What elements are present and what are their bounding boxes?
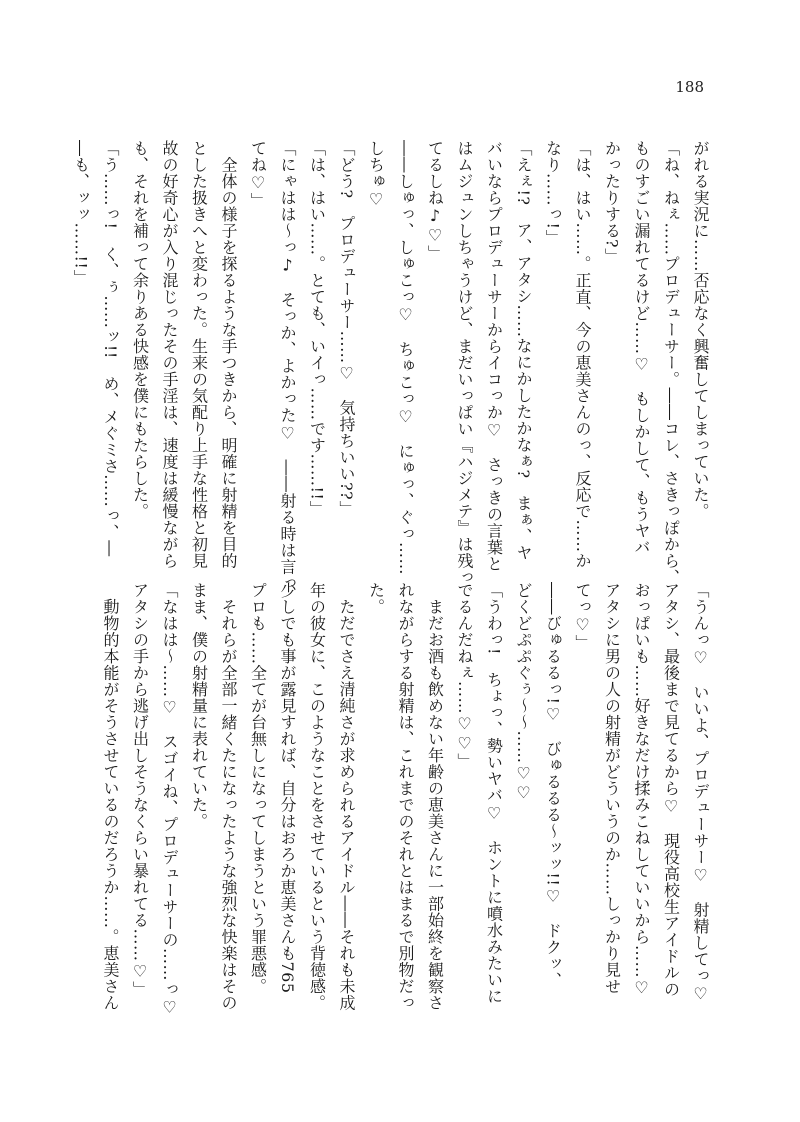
text-line: 「う……っ! く、ぅ……ッ!! め、メぐミさ……っ、― — [101, 140, 120, 557]
upper-text-block — [71, 140, 715, 592]
lower-text-block — [101, 582, 715, 1017]
text-line: ただでさえ清純さが求められるアイドル――それも未成 — [337, 582, 356, 1011]
text-line: も、それを補って余りある快感を僕にもたらした。 — [130, 140, 150, 520]
text-line: 「は、はい……。とても、いイっ……です……!!」 — [307, 140, 327, 517]
text-line: 「は、はい……。正直、今の恵美さんのっ、反応で……か — [573, 140, 592, 569]
text-line: でるんだねぇ……♡♡」 — [455, 582, 474, 770]
text-line: 全体の様子を探るような手つきから、明確に射精を目的 — [219, 140, 238, 569]
text-line: 故の好奇心が入り混じったその手淫は、速度は緩慢ながら — [160, 140, 179, 569]
text-line: アタシに男の人の射精がどういうのか……しっかり見せ — [602, 582, 622, 995]
text-line: 「にゃはは～っ♪ そっか、よかった♡ ――射る時は言っ — [278, 140, 297, 592]
text-line: しちゅ♡ — [366, 140, 386, 209]
text-line: てっ♡」 — [573, 582, 592, 651]
text-line: 「なはは～……♡ スゴイね、プロデューサーの……っ♡ — [160, 582, 179, 1017]
text-line: ――しゅっ、しゅこっ♡ ちゅこっ♡ にゅっ、ぐっ…… — [396, 140, 415, 575]
text-line: なり……っ!」 — [543, 140, 563, 246]
text-line: まま、僕の射精量に表れていた。 — [189, 582, 209, 830]
text-line: れながらする射精は、これまでのそれとはまるで別物だっ — [396, 582, 415, 1011]
text-line: まだお酒も飲めない年齢の恵美さんに一部始終を観察さ — [425, 582, 445, 1011]
text-line: それらが全部一緒くたになったような強烈な快楽はその — [219, 582, 238, 1011]
text-line: 動物的本能がそうさせているのだろうか……。恵美さん — [101, 582, 120, 1011]
text-line: がれる実況に……否応なく興奮してしまっていた。 — [691, 140, 710, 520]
text-line: アタシの手から逃げ出しそうなくらい暴れてる……♡」 — [130, 582, 150, 998]
text-line: 少しでも事が露見すれば、自分はおろか恵美さんも765 — [278, 582, 297, 994]
text-line: 年の彼女に、このようなことをさせているという背徳感。 — [307, 582, 327, 1011]
text-line: てるしね♪♡」 — [425, 140, 445, 262]
text-line: はムジュンしちゃうけど、まだいっぱい『ハジメテ』は残っ — [455, 140, 474, 586]
text-line: とした扱きへと変わった。生来の気配り上手な性格と初見 — [189, 140, 209, 569]
text-line: どくどぷぷぐぅ～～……♡♡ — [514, 582, 533, 803]
text-line: かったりする?」 — [602, 140, 622, 265]
text-line: 「うわっ! ちょっ、勢いヤバ♡ ホントに噴水みたいに — [484, 582, 504, 1005]
text-line: 「ね、ねぇ……プロデューサー。――コレ、さきっぽから、 — [661, 140, 681, 586]
text-line: てね♡」 — [248, 140, 268, 209]
text-line: 「どう? プロデューサー……♡ 気持ちいい??」 — [337, 140, 356, 517]
text-line: ものすごい漏れてるけど……♡ もしかして、もうヤバ — [632, 140, 651, 556]
text-line: アタシ、最後まで見てるから♡ 現役高校生アイドルの — [661, 582, 681, 998]
text-line: ―も、ッッ……!!」 — [71, 140, 91, 286]
page-number: 188 — [675, 78, 704, 96]
text-line: 「えぇ!? ア、アタシ……なにかしたかなぁ? まぁ、ヤ — [514, 140, 533, 562]
text-line: バいならプロデューサーからイコっか♡ さっきの言葉と — [484, 140, 504, 572]
text-line: ――びゅるるっ!♡ びゅるるる～ッッ!!♡ ドクッ、 — [543, 582, 563, 989]
text-line: プロも……全てが台無しになってしまうという罪悪感。 — [248, 582, 268, 995]
text-line: た。 — [366, 582, 386, 615]
text-line: おっぱいも……好きなだけ揉みこねしていいから……♡ — [632, 582, 651, 998]
text-line: 「うんっ♡ いいよ、プロデューサー♡ 射精してっ♡ — [691, 582, 710, 1004]
